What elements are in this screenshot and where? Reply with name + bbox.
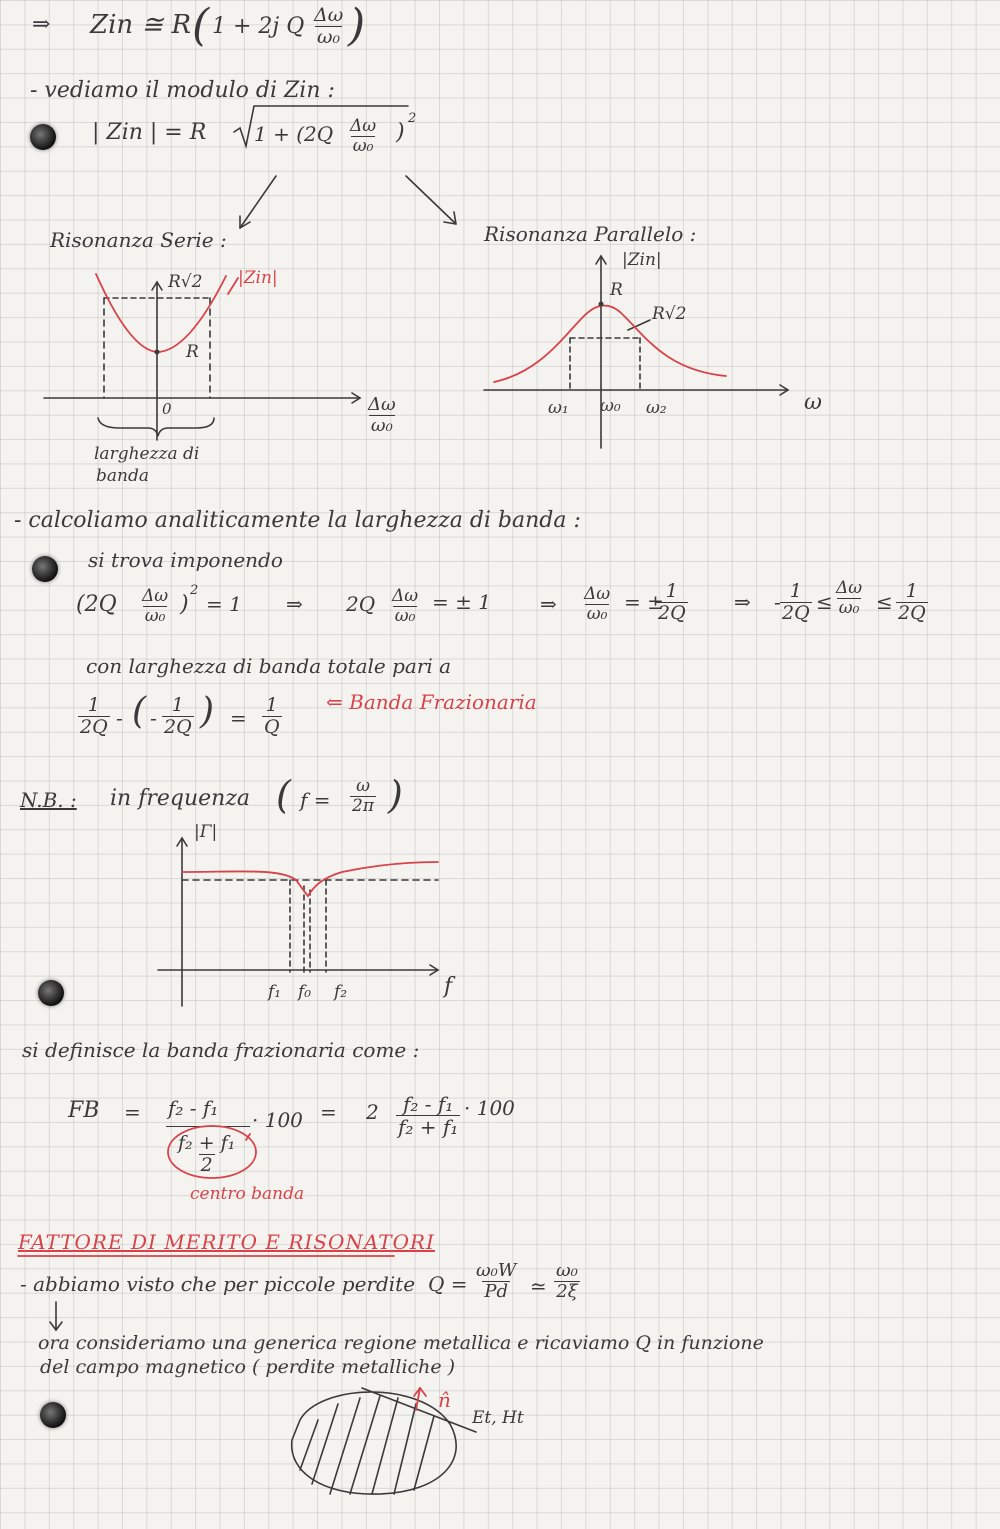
series-brace [98,418,214,436]
nb-lhs: f = [300,788,331,812]
fb-frac2: $\frac{\text{f₂ - f₁}}{\text{f₂ + f₁}}$ [398,1092,459,1139]
gamma-f-axis-label: f [444,974,453,999]
gamma-f2-label: f₂ [334,982,348,1002]
eq5-rhs-frac: $\frac{1}{Q}$ [264,694,280,738]
metallic-region-text-1: ora consideriamo una generica regione metallica e ricaviamo Q in funzione [38,1332,764,1354]
hatching [300,1396,434,1494]
arrow-to-parallel [406,176,456,224]
series-x-axis-label: $\frac{\Delta\omega}{\text{ω₀}}$ [368,394,396,436]
center-band-label: centro banda [190,1184,305,1204]
eq4-minus: - [774,590,781,614]
bandwidth-label-1: larghezza di [94,444,200,464]
fb-k: 2 [366,1100,379,1124]
eq5-a-frac: $\frac{1}{2Q}$ [80,694,108,738]
small-losses-text: - abbiamo visto che per piccole perdite [20,1272,416,1296]
modulus-exp: 2 [408,111,417,126]
eq2-arrow: ⇒ [540,592,557,616]
eq4-left-frac: $\frac{1}{2Q}$ [782,580,810,624]
eq1-close: ) [180,592,189,617]
q-frac1: $\frac{\text{ω₀W}}{Pd}$ [476,1260,517,1302]
parallel-zin-label: |Zin| [622,250,662,270]
paren-close: ) [348,0,366,51]
eq1-exp: 2 [190,583,199,598]
series-zin-label: |Zin| [238,268,278,288]
sqrt-sign [234,106,408,146]
q-lhs: Q = [428,1272,468,1296]
modulus-intro: - vediamo il modulo di Zin : [30,78,335,103]
eq5-bneg: - [150,706,157,730]
eq2-rhs: = ± 1 [432,590,491,614]
q-frac2: $\frac{\text{ω₀}}{2\xi}$ [556,1260,578,1302]
eq4-right-frac: $\frac{1}{2Q}$ [898,580,926,624]
nb-label: N.B. : [20,788,77,812]
normal-vector-label: n̂ [438,1388,451,1412]
series-min-dot [155,350,160,355]
section-title: FATTORE DI MERITO E RISONATORI [18,1230,435,1254]
fb-definition-text: si definisce la banda frazionaria come : [22,1038,420,1062]
gamma-axis-label: |Γ| [194,822,218,842]
metallic-region-text-2: del campo magnetico ( perdite metalliche ) [40,1356,456,1378]
metallic-region [292,1388,457,1494]
parallel-title: Risonanza Parallelo : [484,222,697,246]
zin-approx-term: 1 + 2j Q [212,14,305,39]
nb-open: ( [276,773,291,817]
dw-over-w0-2: $\frac{\Delta\omega}{\text{ω₀}}$ [350,116,377,156]
fractional-band-note: ⇐ Banda Frazionaria [326,690,537,714]
fb-lhs: FB [68,1098,100,1123]
series-r2-label: R√2 [168,272,203,292]
parallel-r-label: R [610,280,623,300]
center-band-circle [168,1126,256,1178]
eq1-frac: $\frac{\Delta\omega}{\text{ω₀}}$ [142,586,169,626]
eq1-rhs: = 1 [206,592,242,616]
parallel-w0-label: ω₀ [600,396,621,416]
parallel-r2-label: R√2 [652,304,687,324]
eq1-open: (2Q [76,592,117,617]
eq5-eq: = [230,706,247,730]
modulus-lhs: | Zin | = R [92,120,207,145]
gamma-f0-label: f₀ [298,982,312,1002]
eq1-arrow: ⇒ [286,592,303,616]
parallel-max-dot [599,302,604,307]
nb-text: in frequenza [110,786,251,811]
eq5-close: ) [200,691,215,732]
fb-eq2: = [320,1100,337,1124]
eq3-rhs-frac: $\frac{1}{2Q}$ [658,580,686,624]
dw-over-w0-1: $\frac{\Delta\omega}{\text{ω₀}}$ [314,4,344,48]
parallel-r2-pointer [628,320,650,330]
parallel-w-axis-label: ω [804,390,822,415]
implication-arrow: ⇒ [32,12,51,37]
bandwidth-label-2: banda [96,466,149,486]
arrow-to-series [240,176,276,228]
impose-text: si trova imponendo [88,548,283,572]
eq5-minus: - [116,706,123,730]
fb-times1: · 100 [252,1108,303,1132]
fb-num1: f₂ - f₁ [168,1096,219,1120]
eq5-b-frac: $\frac{1}{2Q}$ [164,694,192,738]
series-zin-curve [96,274,226,352]
fb-times2: · 100 [464,1096,515,1120]
eq2-frac: $\frac{\Delta\omega}{\text{ω₀}}$ [392,586,419,626]
eq5-open: ( [132,691,147,732]
eq4-le1: ≤ [816,590,833,614]
eq4-le2: ≤ [876,590,893,614]
nb-close: ) [388,773,403,817]
q-approx: ≃ [530,1274,547,1298]
eq3-frac: $\frac{\Delta\omega}{\text{ω₀}}$ [584,584,611,624]
parallel-w1-label: ω₁ [548,398,569,418]
parallel-zin-curve [494,306,726,382]
eq2-lhs: 2Q [346,592,376,616]
tangent-fields-label: Et, Ht [472,1408,524,1428]
nb-frac: $\frac{\omega}{2\pi}$ [352,776,374,816]
series-zero-label: 0 [162,400,172,418]
series-r-label: R [186,342,199,362]
bandwidth-intro: - calcoliamo analiticamente la larghezza di banda : [14,508,581,533]
fb-eq1: = [124,1100,141,1124]
parallel-w2-label: ω₂ [646,398,667,418]
eq3-arrow: ⇒ [734,590,751,614]
modulus-radicand: 1 + (2Q [254,122,334,146]
fb-den1: $\frac{\text{f₂ + f₁}}{2}$ [178,1132,236,1176]
series-title: Risonanza Serie : [50,228,227,252]
modulus-close: ) [396,120,405,145]
total-bandwidth-text: con larghezza di banda totale pari a [86,654,452,678]
series-zin-pointer [228,278,238,294]
gamma-f1-label: f₁ [268,982,282,1002]
eq3-eq: = ± [624,590,664,614]
eq4-mid-frac: $\frac{\Delta\omega}{\text{ω₀}}$ [836,578,863,618]
zin-approx-lhs: Zin ≅ R [90,10,192,40]
paren-open: ( [192,0,210,51]
